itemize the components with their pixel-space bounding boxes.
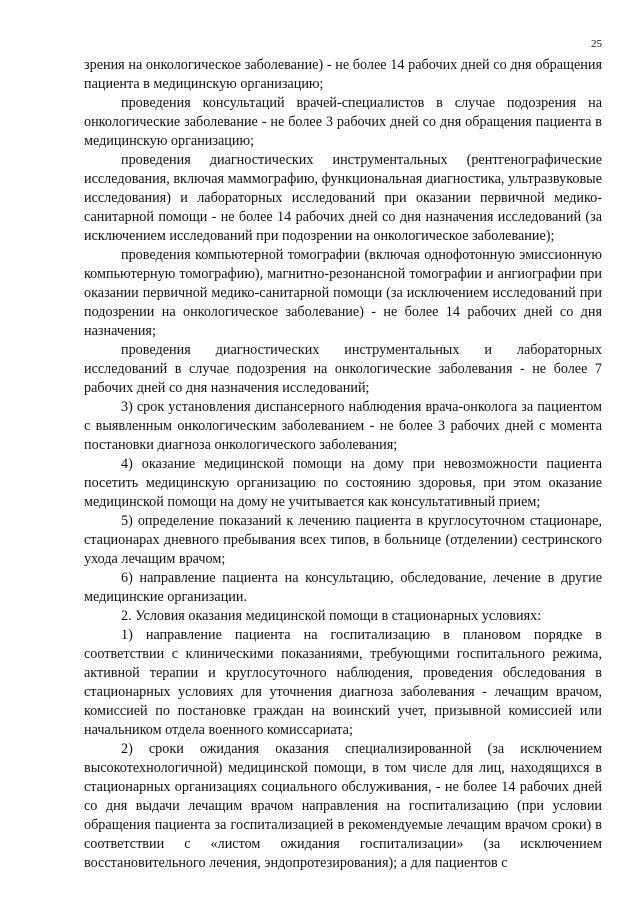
paragraph: проведения диагностических инструментальных (рентгенографические исследования, включая маммографию, функциональная диагностика, ультразвуковые исследования) и лабораторных исследований при оказании первичной медико-санитарной помощи - не более 14 рабочих дней со дня назначения исследований (за исключением исследований при подозрении на онкологическое заболевание); <box>84 152 602 244</box>
paragraph: 2. Условия оказания медицинской помощи в стационарных условиях: <box>121 608 542 624</box>
paragraph: зрения на онкологическое заболевание) - не более 14 рабочих дней со дня обращения пациента в медицинскую организацию; <box>84 57 602 92</box>
paragraph: 5) определение показаний к лечению пациента в круглосуточном стационаре, стационарах дневного пребывания всех типов, в больнице (отделении) сестринского ухода лечащим врачом; <box>84 513 602 567</box>
paragraph: 2) сроки ожидания оказания специализированной (за исключением высокотехнологичной) медицинской помощи, в том числе для лиц, находящихся в стационарных организациях социального обслуживания, - не более 14 рабочих дней со дня выдачи лечащим врачом направления на госпитализацию (при условии обращения пациента за госпитализацией в рекомендуемые лечащим врачом сроки) в соответствии с «листом ожидания госпитализации» (за исключением восстановительного лечения, эндопротезирования); а для пациентов с <box>84 741 602 871</box>
paragraph: проведения компьютерной томографии (включая однофотонную эмиссионную компьютерную томографию), магнитно-резонансной томографии и ангиографии при оказании первичной медико-санитарной помощи (за исключением исследований при подозрении на онкологическое заболевание) - не более 14 рабочих дней со дня назначения; <box>84 247 602 339</box>
paragraph: 1) направление пациента на госпитализацию в плановом порядке в соответствии с клиническими показаниями, требующими госпитального режима, активной терапии и круглосуточного наблюдения, проведения обследования в стационарных условиях для уточнения диагноза заболевания - лечащим врачом, комиссией по постановке граждан на воинский учет, призывной комиссией или начальником отдела военного комиссариата; <box>84 627 602 738</box>
paragraph: 4) оказание медицинской помощи на дому при невозможности пациента посетить медицинскую организацию по состоянию здоровья, при этом оказание медицинской помощи на дому не учитывается как консультативный прием; <box>84 456 602 510</box>
paragraph: 3) срок установления диспансерного наблюдения врача-онколога за пациентом с выявленным онкологическим заболеванием - не более 3 рабочих дней с момента постановки диагноза онкологического заболевания; <box>84 399 602 453</box>
paragraph: проведения консультаций врачей-специалистов в случае подозрения на онкологические заболевание - не более 3 рабочих дней со дня обращения пациента в медицинскую организацию; <box>84 95 602 149</box>
body-text <box>84 56 602 873</box>
paragraph: проведения диагностических инструментальных и лабораторных исследований в случае подозрения на онкологические заболевания - не более 7 рабочих дней со дня назначения исследований; <box>84 342 602 396</box>
paragraph: 6) направление пациента на консультацию, обследование, лечение в другие медицинские организации. <box>84 570 602 605</box>
page-number: 25 <box>591 38 602 50</box>
